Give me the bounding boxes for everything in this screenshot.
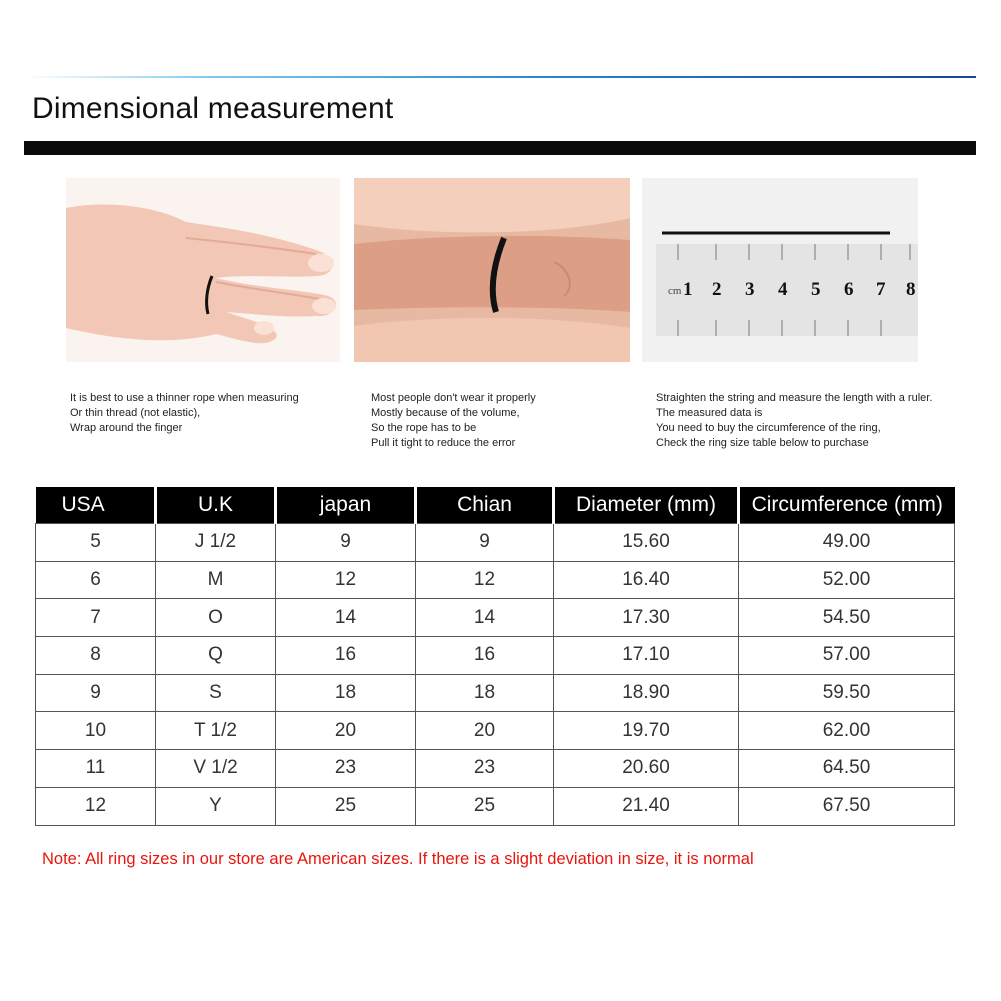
table-cell: 8 [36,637,156,675]
table-cell: M [156,561,276,599]
table-cell: 15.60 [554,524,739,562]
finger-closeup-string-photo [354,178,630,362]
table-cell: 10 [36,712,156,750]
header-china: Chian [416,487,554,524]
table-row [36,712,955,750]
table-cell: S [156,674,276,712]
table-cell: 20 [416,712,554,750]
table-row [36,787,955,825]
title-underline-bar [24,141,976,155]
table-row [36,750,955,788]
header-uk: U.K [156,487,276,524]
table-cell: 49.00 [739,524,955,562]
table-cell: 23 [276,750,416,788]
table-cell: 6 [36,561,156,599]
caption-line: Or thin thread (not elastic), [70,407,201,419]
table-cell: T 1/2 [156,712,276,750]
table-cell: 14 [276,599,416,637]
table-cell: 64.50 [739,750,955,788]
table-row [36,637,955,675]
table-cell: 57.00 [739,637,955,675]
ruler-label-8: 8 [906,279,916,300]
header-circumference: Circumference (mm) [739,487,955,524]
table-cell: 16 [276,637,416,675]
table-cell: 54.50 [739,599,955,637]
ruler-label-6: 6 [844,279,854,300]
table-cell: 25 [416,787,554,825]
ruler-label-7: 7 [876,279,886,300]
top-gradient-line [24,76,976,78]
table-row [36,561,955,599]
table-cell: 9 [276,524,416,562]
table-cell: 18 [276,674,416,712]
table-cell: 12 [276,561,416,599]
table-cell: 17.30 [554,599,739,637]
caption-line: You need to buy the circumference of the ring, [656,422,881,434]
table-cell: 9 [416,524,554,562]
table-cell: 19.70 [554,712,739,750]
caption-line: The measured data is [656,407,763,419]
ruler-label-1: 1 [683,279,693,300]
ring-size-table [35,487,955,826]
ruler-measurement-photo [642,178,918,362]
table-cell: 62.00 [739,712,955,750]
header-japan: japan [276,487,416,524]
caption-line: Pull it tight to reduce the error [371,437,516,449]
table-cell: 25 [276,787,416,825]
table-cell: 20 [276,712,416,750]
caption-line: Straighten the string and measure the length with a ruler. [656,392,933,404]
table-cell: 14 [416,599,554,637]
table-row [36,599,955,637]
ruler-unit-label: cm [668,285,682,297]
caption-hand [70,391,299,436]
table-cell: 17.10 [554,637,739,675]
caption-line: It is best to use a thinner rope when measuring [70,392,299,404]
header-usa: USA [36,487,156,524]
table-cell: V 1/2 [156,750,276,788]
caption-line: Wrap around the finger [70,422,183,434]
table-cell: 16 [416,637,554,675]
ruler-label-3: 3 [745,279,755,300]
table-cell: O [156,599,276,637]
caption-line: Most people don't wear it properly [371,392,536,404]
table-cell: 16.40 [554,561,739,599]
table-cell: 52.00 [739,561,955,599]
table-cell: Y [156,787,276,825]
table-header-row [36,487,955,524]
table-cell: 59.50 [739,674,955,712]
hand-with-string-photo [66,178,340,362]
ruler-label-2: 2 [712,279,722,300]
caption-finger [371,391,536,451]
header-diameter: Diameter (mm) [554,487,739,524]
table-row [36,674,955,712]
table-cell: 20.60 [554,750,739,788]
table-cell: J 1/2 [156,524,276,562]
table-cell: 23 [416,750,554,788]
table-cell: 7 [36,599,156,637]
table-cell: 12 [36,787,156,825]
table-cell: 18 [416,674,554,712]
caption-ruler [656,391,932,451]
table-cell: 18.90 [554,674,739,712]
table-cell: 67.50 [739,787,955,825]
table-cell: 12 [416,561,554,599]
ruler-label-5: 5 [811,279,821,300]
table-cell: 5 [36,524,156,562]
table-cell: 11 [36,750,156,788]
caption-line: Check the ring size table below to purchase [656,437,869,449]
ruler-label-4: 4 [778,279,788,300]
table-cell: 21.40 [554,787,739,825]
page-title: Dimensional measurement [32,92,394,125]
table-cell: 9 [36,674,156,712]
table-cell: Q [156,637,276,675]
size-note: Note: All ring sizes in our store are American sizes. If there is a slight deviation in size, it is normal [42,850,754,868]
table-row [36,524,955,562]
caption-line: So the rope has to be [371,422,477,434]
caption-line: Mostly because of the volume, [371,407,520,419]
